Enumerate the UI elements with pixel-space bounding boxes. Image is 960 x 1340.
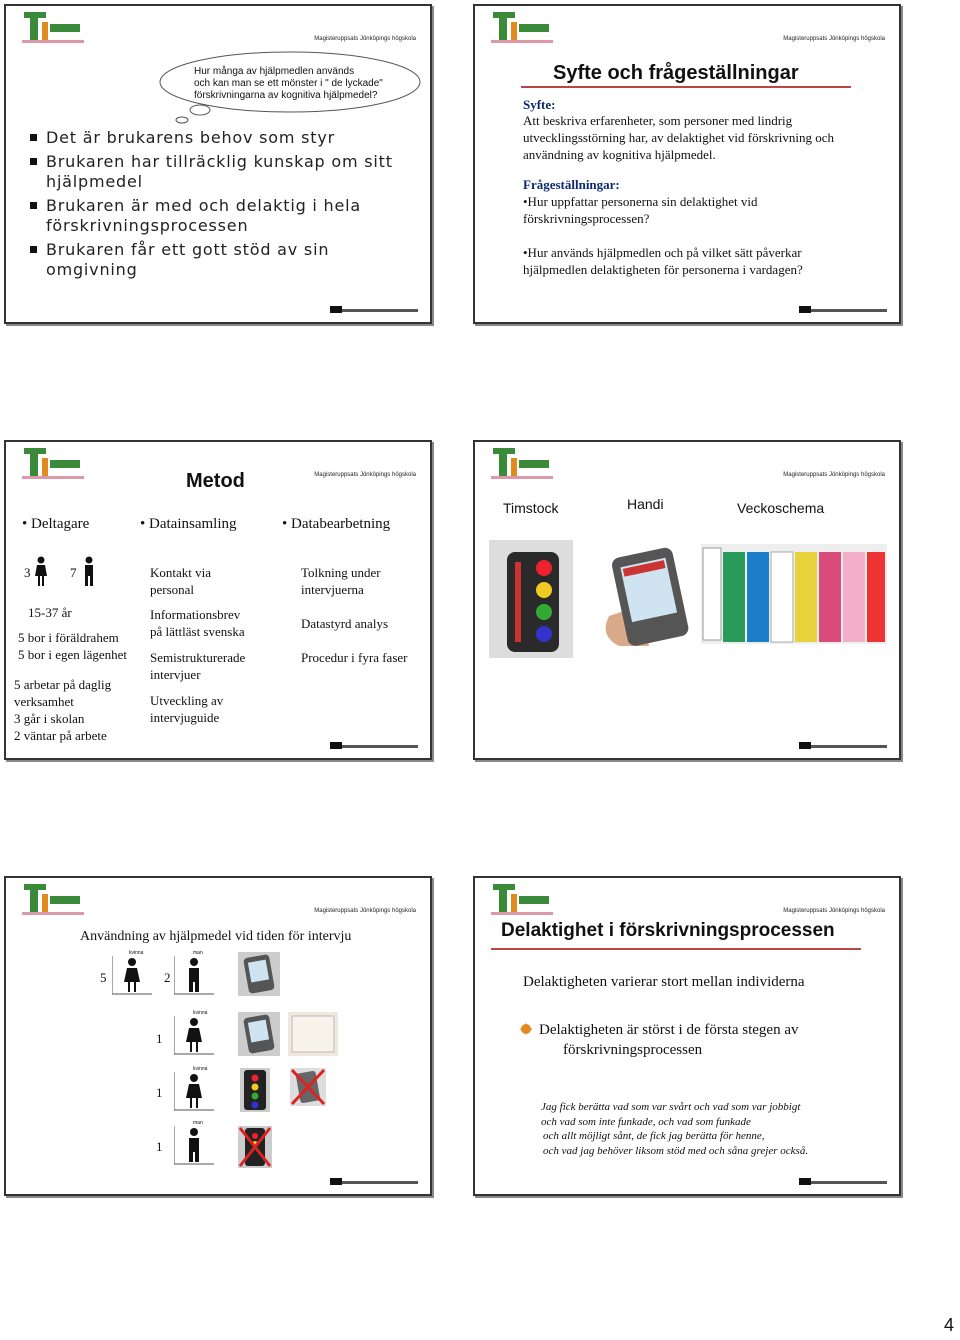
veckoschema-image	[701, 544, 887, 644]
man-icon	[82, 556, 96, 588]
deltagare-age: 15-37 år	[28, 605, 72, 620]
woman-icon	[174, 1016, 214, 1056]
footer-logo	[799, 742, 889, 750]
header-text: Magisteruppsats Jönköpings högskola	[783, 472, 885, 478]
header-text: Magisteruppsats Jönköpings högskola	[783, 36, 885, 42]
woman-icon	[174, 1072, 214, 1112]
header-text: Magisteruppsats Jönköpings högskola	[314, 36, 416, 42]
col-header-datainsamling: • Datainsamling	[140, 516, 237, 532]
line-storst: Delaktigheten är störst i de första stegen av förskrivningsprocessen	[539, 1022, 799, 1058]
title-rule	[521, 86, 851, 88]
slide-title: Delaktighet i förskrivningsprocessen	[501, 920, 835, 941]
man-label: man	[193, 1120, 203, 1126]
slide-title: Användning av hjälpmedel vid tiden för intervju	[80, 929, 352, 944]
datainsamling-3: Semistrukturerade intervjuer	[150, 650, 246, 682]
handi-thumb-icon	[238, 1012, 280, 1056]
header-text: Magisteruppsats Jönköpings högskola	[314, 908, 416, 914]
handi-thumb-icon	[238, 952, 280, 996]
crossed-timstock-icon	[238, 1126, 272, 1168]
deltagare-foraldrahem: 5 bor i föräldrahem	[18, 630, 119, 645]
slide-title: Metod	[186, 470, 245, 492]
logo-icon	[491, 10, 553, 46]
timstock-image	[489, 540, 573, 658]
kvinna-label: kvinna	[193, 1010, 208, 1016]
footer-logo	[330, 742, 420, 750]
bullet-3: Brukaren är med och delaktig i hela	[46, 196, 361, 216]
slide-2	[473, 4, 901, 324]
footer-logo	[330, 1178, 420, 1186]
bullet-1: Det är brukarens behov som styr	[46, 128, 335, 148]
footer-logo	[799, 306, 889, 314]
databearbetning-1: Tolkning under intervjuerna	[301, 565, 381, 597]
slide-3	[4, 440, 432, 760]
label-timstock: Timstock	[503, 500, 559, 516]
datainsamling-2: Informationsbrev på lättläst svenska	[150, 607, 245, 639]
row4-count: 1	[156, 1139, 163, 1154]
deltagare-skolan: 3 går i skolan	[14, 711, 85, 726]
bullet-4-cont: omgivning	[46, 260, 138, 279]
row3-count: 1	[156, 1085, 163, 1100]
fraga-2: •Hur används hjälpmedlen och på vilket sätt påverkar hjälpmedlen delaktigheten för personerna i vardagen?	[523, 245, 803, 277]
datainsamling-1: Kontakt via personal	[150, 565, 212, 597]
footer-logo	[799, 1178, 889, 1186]
deltagare-vantar: 2 väntar på arbete	[14, 728, 107, 743]
logo-icon	[491, 446, 553, 482]
row2-count: 1	[156, 1031, 163, 1046]
syfte-label: Syfte:	[523, 97, 556, 112]
logo-icon	[22, 446, 84, 482]
slide-title: Syfte och frågeställningar	[553, 62, 799, 84]
thought-bubble-text: Hur många av hjälpmedlen används och kan man se ett mönster i " de lyckade" förskrivningarna av kognitiva hjälpmedel?	[194, 66, 383, 101]
woman-icon	[112, 956, 152, 996]
deltagare-arbetar: 5 arbetar på daglig verksamhet	[14, 677, 112, 709]
logo-icon	[22, 882, 84, 918]
datainsamling-4: Utveckling av intervjuguide	[150, 693, 224, 725]
slide-5	[4, 876, 432, 1196]
bullet-2: Brukaren har tillräcklig kunskap om sitt	[46, 152, 393, 172]
man-icon	[174, 1126, 214, 1166]
fraga-1: •Hur uppfattar personerna sin delaktighet vid förskrivningsprocessen?	[523, 194, 758, 226]
syfte-text: Att beskriva erfarenheter, som personer med lindrig utvecklingsstörning har, av delaktighet vid förskrivning och användning av kognitiva hjälpmedel.	[523, 113, 835, 162]
man-icon	[174, 956, 214, 996]
timstock-thumb-icon	[240, 1068, 270, 1112]
fragor-label: Frågeställningar:	[523, 177, 620, 192]
col-header-deltagare: • Deltagare	[22, 516, 90, 532]
header-text: Magisteruppsats Jönköpings högskola	[783, 908, 885, 914]
page-number: 4	[943, 1315, 954, 1335]
row1-count-women: 5	[100, 970, 107, 985]
deltagare-lagenhet: 5 bor i egen lägenhet	[18, 647, 128, 662]
bullet-2-cont: hjälpmedel	[46, 172, 143, 191]
burst-bullet-icon	[519, 1022, 533, 1036]
label-veckoschema: Veckoschema	[737, 500, 825, 516]
handi-image	[599, 546, 689, 648]
header-text: Magisteruppsats Jönköpings högskola	[314, 472, 416, 478]
crossed-handi-icon	[290, 1068, 326, 1106]
man-label: man	[193, 950, 203, 956]
col-header-databearbetning: • Databearbetning	[282, 516, 391, 532]
quote-text: Jag fick berätta vad som var svårt och vad som var jobbigt och vad som inte funkade, och vad som funkade och allt möjligt sånt, de fick jag berätta för henne, och vad jag behöver liksom stöd med och såna grejer också.	[541, 1101, 809, 1157]
count-men: 7	[70, 565, 77, 580]
kvinna-label: kvinna	[193, 1066, 208, 1072]
slide-6	[473, 876, 901, 1196]
logo-icon	[491, 882, 553, 918]
label-handi: Handi	[627, 496, 664, 512]
veckoschema-thumb-icon	[288, 1012, 338, 1056]
bullet-4: Brukaren får ett gott stöd av sin	[46, 240, 329, 260]
count-women: 3	[24, 565, 31, 580]
row1-count-men: 2	[164, 970, 171, 985]
woman-icon	[34, 556, 48, 588]
bullet-3-cont: förskrivningsprocessen	[46, 216, 249, 235]
kvinna-label: kvinna	[129, 950, 144, 956]
databearbetning-3: Procedur i fyra faser	[301, 650, 408, 665]
footer-logo	[330, 306, 420, 314]
logo-icon	[22, 10, 84, 46]
line-varierar: Delaktigheten varierar stort mellan individerna	[523, 974, 805, 990]
databearbetning-2: Datastyrd analys	[301, 616, 389, 631]
slide-4	[473, 440, 901, 760]
title-rule	[491, 948, 861, 950]
